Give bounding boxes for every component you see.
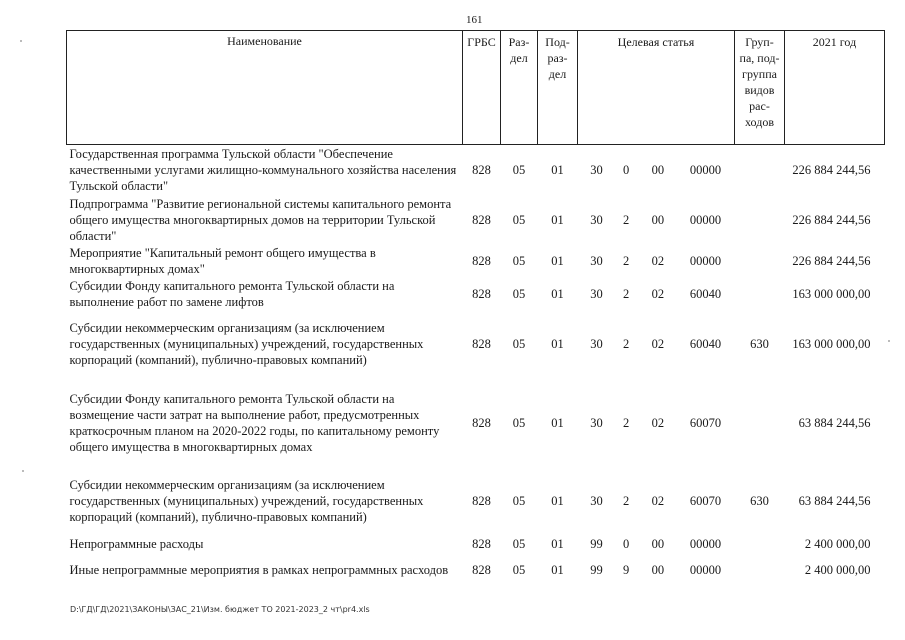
target-code-part: 2 (623, 286, 630, 301)
scan-speck (22, 470, 24, 472)
row-name: Государственная программа Тульской области "Обеспечение качественными услугами жилищно-коммунального хозяйства населения Тульской области" (69, 146, 457, 193)
row-razdel: 05 (512, 162, 526, 177)
table-header-row (67, 31, 885, 145)
header-razdel-line: дел (510, 51, 528, 65)
target-code (580, 536, 733, 552)
row-podrazdel: 01 (551, 286, 564, 301)
row-target (578, 533, 735, 555)
header-year: 2021 год (785, 31, 885, 145)
target-code-part: 2 (623, 253, 630, 268)
target-code-part: 02 (651, 286, 665, 301)
target-code-part: 00 (651, 562, 665, 577)
target-code (580, 336, 733, 352)
target-code-part: 30 (590, 212, 603, 227)
row-amount: 163 000 000,00 (792, 286, 871, 301)
target-code (580, 253, 733, 269)
header-group-line: ходов (745, 115, 774, 129)
row-target (578, 469, 735, 533)
target-code (580, 562, 733, 578)
target-code-part: 30 (590, 162, 603, 177)
target-code-part: 60070 (689, 493, 722, 508)
target-code-part: 30 (590, 286, 603, 301)
row-group (735, 555, 785, 585)
page-number: 161 (466, 14, 483, 26)
row-razdel: 05 (512, 286, 526, 301)
target-code-part: 9 (623, 562, 630, 577)
header-name: Наименование (67, 31, 463, 145)
header-group-line: па, под- (739, 51, 780, 65)
target-code-part: 60070 (689, 415, 722, 430)
row-razdel: 05 (512, 253, 526, 268)
table-row (67, 469, 885, 533)
row-podrazdel: 01 (551, 536, 564, 551)
target-code (580, 493, 733, 509)
target-code (580, 286, 733, 302)
row-grbs: 828 (472, 415, 491, 430)
target-code-part: 00 (651, 212, 665, 227)
row-grbs: 828 (472, 493, 491, 508)
row-grbs: 828 (472, 212, 491, 227)
table-row (67, 245, 885, 277)
target-code-part: 00 (651, 536, 665, 551)
target-code-part: 30 (590, 336, 603, 351)
row-target (578, 277, 735, 311)
table-row (67, 533, 885, 555)
row-group (735, 377, 785, 469)
row-podrazdel: 01 (551, 336, 564, 351)
row-target (578, 145, 735, 195)
row-group: 630 (750, 336, 769, 351)
target-code-part: 00000 (689, 253, 722, 268)
header-podrazdel-line: раз- (547, 51, 568, 65)
header-podrazdel (538, 31, 578, 145)
row-group (735, 277, 785, 311)
row-target (578, 311, 735, 377)
row-name: Субсидии Фонду капитального ремонта Тульской области на выполнение работ по замене лифтов (69, 278, 395, 309)
target-code-part: 00000 (689, 212, 722, 227)
target-code-part: 2 (623, 336, 630, 351)
target-code-part: 60040 (689, 336, 722, 351)
scan-speck (888, 340, 890, 342)
target-code-part: 02 (651, 493, 665, 508)
table-row (67, 377, 885, 469)
target-code (580, 212, 733, 228)
row-group (735, 533, 785, 555)
table-row (67, 311, 885, 377)
target-code-part: 00000 (689, 562, 722, 577)
row-group (735, 145, 785, 195)
row-name: Подпрограмма "Развитие региональной системы капитального ремонта общего имущества многоквартирных домов на территории Тульской области" (69, 196, 452, 243)
header-podrazdel-line: Под- (545, 35, 570, 49)
target-code (580, 162, 733, 178)
header-podrazdel-line: дел (548, 67, 567, 81)
row-razdel: 05 (512, 536, 526, 551)
row-amount: 163 000 000,00 (792, 336, 871, 351)
row-grbs: 828 (472, 536, 491, 551)
row-amount: 226 884 244,56 (792, 162, 871, 177)
target-code-part: 00000 (689, 536, 722, 551)
row-grbs: 828 (472, 162, 491, 177)
target-code-part: 99 (590, 562, 603, 577)
row-name: Субсидии Фонду капитального ремонта Тульской области на возмещение части затрат на выполнение работ, предусмотренных краткосрочным планом на 2020-2022 годы, по капитальному ремонту общего имущества в многоквартирных домах (69, 391, 440, 454)
target-code-part: 30 (590, 253, 603, 268)
row-razdel: 05 (512, 562, 526, 577)
target-code-part: 2 (623, 415, 630, 430)
target-code-part: 60040 (689, 286, 722, 301)
header-group-line: Груп- (745, 35, 774, 49)
row-podrazdel: 01 (551, 493, 564, 508)
row-name: Иные непрограммные мероприятия в рамках непрограммных расходов (69, 562, 449, 577)
row-amount: 226 884 244,56 (792, 253, 871, 268)
header-group (735, 31, 785, 145)
row-grbs: 828 (472, 253, 491, 268)
row-podrazdel: 01 (551, 415, 564, 430)
target-code-part: 02 (651, 415, 665, 430)
row-razdel: 05 (512, 493, 526, 508)
target-code-part: 00000 (689, 162, 722, 177)
row-name: Мероприятие "Капитальный ремонт общего имущества в многоквартирных домах" (69, 245, 376, 276)
target-code-part: 30 (590, 493, 603, 508)
row-name: Субсидии некоммерческим организациям (за исключением государственных (муниципальных) учреждений, государственных корпораций (компаний), публично-правовых компаний) (69, 477, 424, 524)
table-row (67, 145, 885, 195)
row-podrazdel: 01 (551, 562, 564, 577)
row-grbs: 828 (472, 562, 491, 577)
row-razdel: 05 (512, 415, 526, 430)
row-group (735, 195, 785, 245)
header-group-line: группа (742, 67, 777, 81)
header-razdel (501, 31, 538, 145)
row-target (578, 245, 735, 277)
table-row (67, 277, 885, 311)
row-group: 630 (750, 493, 769, 508)
scan-speck (20, 40, 22, 42)
row-razdel: 05 (512, 212, 526, 227)
row-target (578, 195, 735, 245)
row-grbs: 828 (472, 336, 491, 351)
row-amount: 2 400 000,00 (804, 562, 871, 577)
target-code-part: 99 (590, 536, 603, 551)
row-target (578, 555, 735, 585)
header-target: Целевая статья (578, 31, 735, 145)
row-grbs: 828 (472, 286, 491, 301)
row-podrazdel: 01 (551, 212, 564, 227)
row-amount: 226 884 244,56 (792, 212, 871, 227)
header-grbs: ГРБС (463, 31, 501, 145)
budget-table (66, 30, 885, 585)
target-code (580, 415, 733, 431)
target-code-part: 02 (651, 253, 665, 268)
row-name: Субсидии некоммерческим организациям (за исключением государственных (муниципальных) учреждений, государственных корпораций (компаний), публично-правовых компаний) (69, 320, 424, 367)
header-group-line: рас- (749, 99, 770, 113)
target-code-part: 2 (623, 493, 630, 508)
target-code-part: 2 (623, 212, 630, 227)
row-target (578, 377, 735, 469)
row-amount: 2 400 000,00 (804, 536, 871, 551)
row-name: Непрограммные расходы (69, 536, 204, 551)
row-podrazdel: 01 (551, 253, 564, 268)
row-amount: 63 884 244,56 (798, 415, 871, 430)
row-podrazdel: 01 (551, 162, 564, 177)
target-code-part: 0 (623, 162, 630, 177)
table-row (67, 195, 885, 245)
footer-file-path: D:\ГД\ГД\2021\ЗАКОНЫ\ЗАС_21\Изм. бюджет ТО 2021-2023_2 чт\pr4.xls (70, 605, 370, 614)
target-code-part: 00 (651, 162, 665, 177)
header-group-line: видов (744, 83, 775, 97)
target-code-part: 0 (623, 536, 630, 551)
table-row (67, 555, 885, 585)
header-razdel-line: Раз- (508, 35, 530, 49)
target-code-part: 02 (651, 336, 665, 351)
row-razdel: 05 (512, 336, 526, 351)
row-amount: 63 884 244,56 (798, 493, 871, 508)
row-group (735, 245, 785, 277)
target-code-part: 30 (590, 415, 603, 430)
